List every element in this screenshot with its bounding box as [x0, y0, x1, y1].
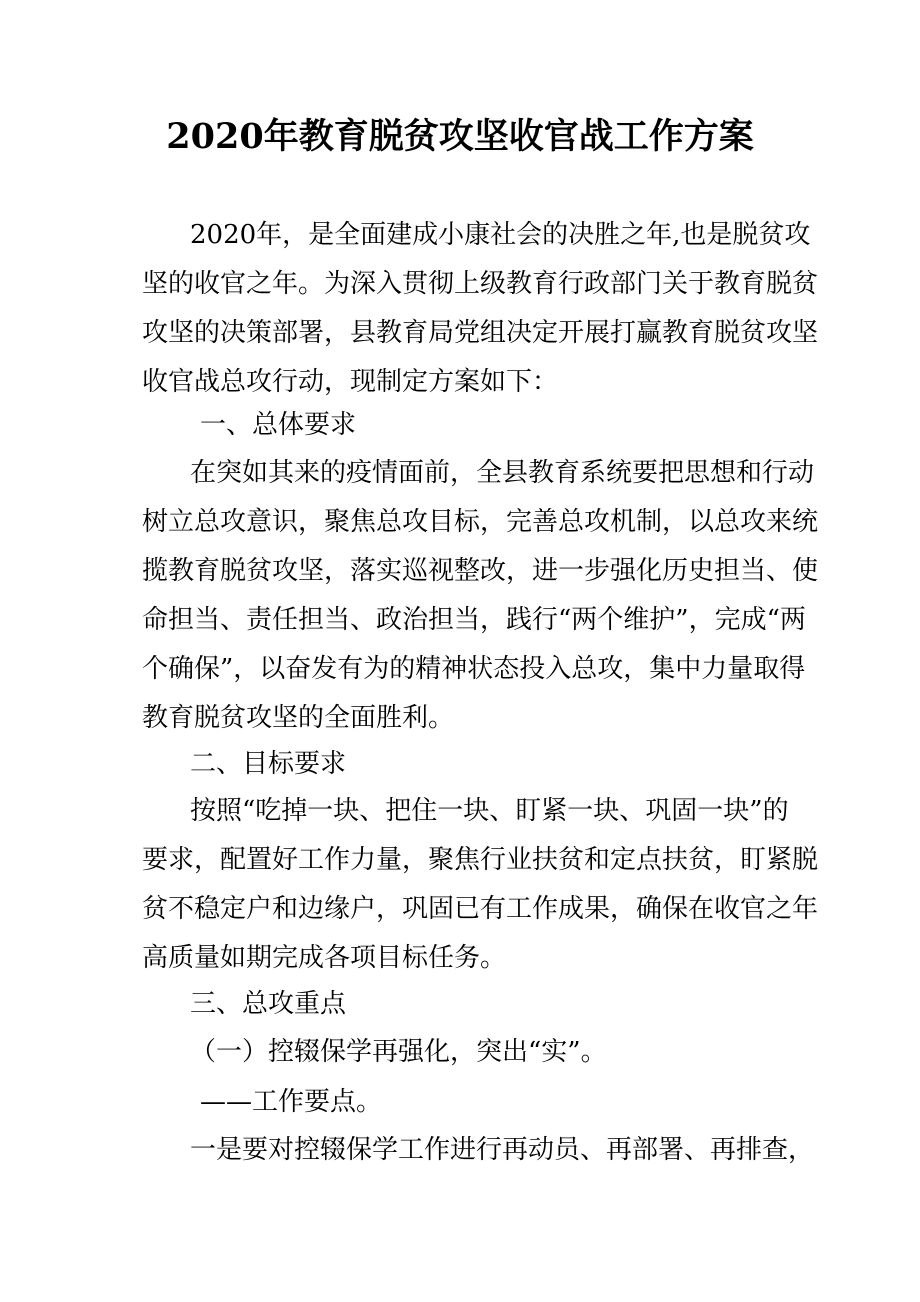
document-title: 2020年教育脱贫攻坚收官战工作方案	[166, 116, 754, 157]
section3-subheading: （一）控辍保学再强化，突出“实”。	[190, 1037, 607, 1067]
section2-line-2: 要求，配置好工作力量，聚焦行业扶贫和定点扶贫，盯紧脱	[142, 845, 819, 875]
intro-line-1: 2020年，是全面建成小康社会的决胜之年,也是脱贫攻	[190, 220, 811, 250]
section3-work-points: ——工作要点。	[200, 1087, 383, 1117]
section1-line-6: 教育脱贫攻坚的全面胜利。	[142, 703, 455, 733]
section1-line-4: 命担当、责任担当、政治担当，践行“两个维护”，完成“两	[142, 605, 806, 635]
section2-heading: 二、目标要求	[190, 749, 347, 779]
section3-heading: 三、总攻重点	[190, 989, 347, 1019]
intro-line-4: 收官战总攻行动，现制定方案如下：	[142, 367, 559, 397]
intro-line-3: 攻坚的决策部署，县教育局党组决定开展打赢教育脱贫攻坚	[142, 318, 819, 348]
section1-line-1: 在突如其来的疫情面前，全县教育系统要把思想和行动	[190, 458, 815, 488]
intro-line-2: 坚的收官之年。为深入贯彻上级教育行政部门关于教育脱贫	[142, 269, 819, 299]
section2-line-1: 按照“吃掉一块、把住一块、盯紧一块、巩固一块”的	[190, 796, 789, 826]
section1-line-2: 树立总攻意识，聚焦总攻目标，完善总攻机制，以总攻来统	[142, 507, 819, 537]
section1-line-3: 揽教育脱贫攻坚，落实巡视整改，进一步强化历史担当、使	[142, 556, 819, 586]
section1-heading: 一、总体要求	[200, 410, 357, 440]
section2-line-4: 高质量如期完成各项目标任务。	[142, 943, 507, 973]
section1-line-5: 个确保”，以奋发有为的精神状态投入总攻，集中力量取得	[142, 654, 806, 684]
section3-line-1: 一是要对控辍保学工作进行再动员、再部署、再排查，	[190, 1135, 815, 1165]
section2-line-3: 贫不稳定户和边缘户，巩固已有工作成果，确保在收官之年	[142, 894, 819, 924]
